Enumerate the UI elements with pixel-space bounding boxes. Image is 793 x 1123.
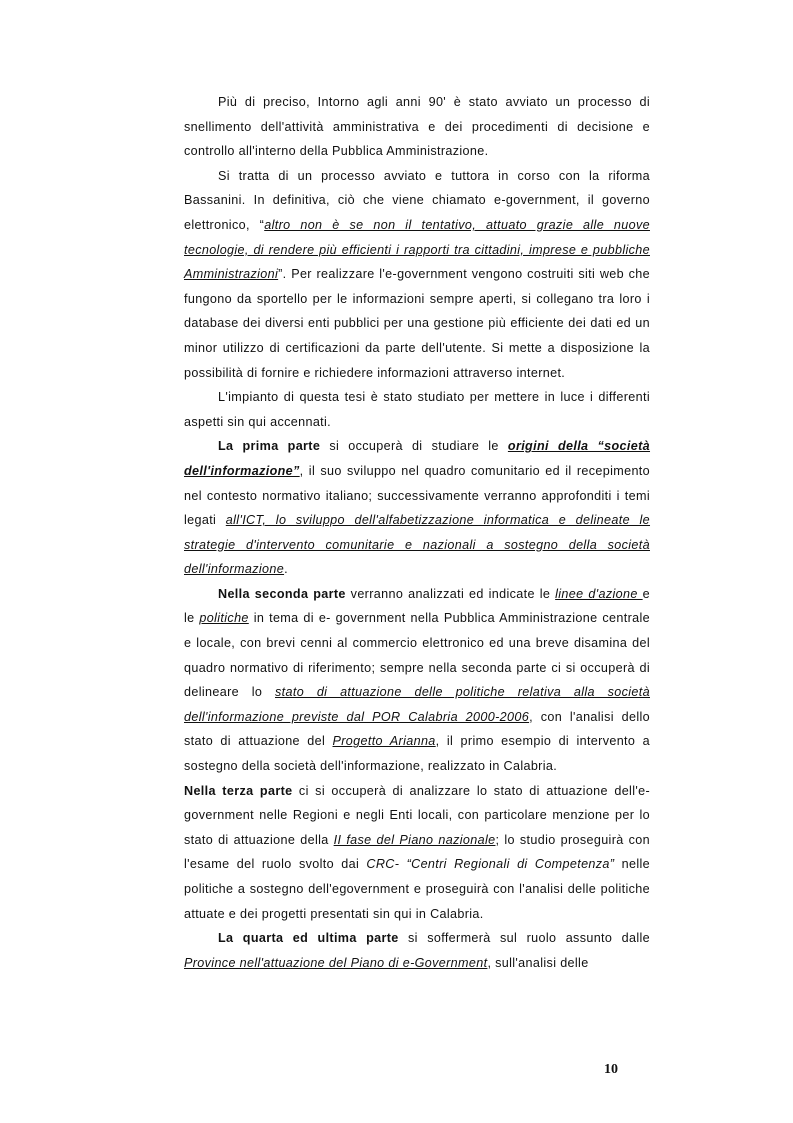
p5-text-2: e le <box>184 586 650 626</box>
paragraph-2 <box>184 164 650 385</box>
paragraph-1: Più di preciso, Intorno agli anni 90' è stato avviato un processo di snellimento dell'attività amministrativa e dei procedimenti di decisione e controllo all'interno della Pubblica Amministrazione. <box>184 95 650 159</box>
p4-underlined-1: origini della “società dell'informazione” <box>184 439 651 478</box>
p5-bold-heading: Nella seconda parte <box>218 586 346 601</box>
p6-bold-heading: Nella terza parte <box>184 783 293 798</box>
p5-text-3: in tema di e- government nella Pubblica Amministrazione centrale e locale, con brevi cenni al commercio elettronico ed una breve disamina del quadro normativo di riferimento; sempre nella seconda parte ci si occuperà di delineare lo <box>184 611 650 700</box>
p6-text-3: nelle politiche a sostegno dell'egovernment e proseguirà con l'analisi delle politiche attuate e dei progetti presentati sin qui in Calabria. <box>184 857 650 921</box>
p6-text-2: ; lo studio proseguirà con l'esame del ruolo svolto dai <box>184 832 650 872</box>
body-text <box>184 90 650 975</box>
p4-bold-heading: La prima parte <box>218 439 321 454</box>
p5-underlined-1: linee d'azione <box>555 586 643 601</box>
p5-text-5: , il primo esempio di intervento a sostegno della società dell'informazione, realizzato in Calabria. <box>184 734 650 774</box>
p5-underlined-3: stato di attuazione delle politiche relativa alla società dell'informazione previste dal POR Calabria 2000-2006 <box>184 685 650 724</box>
p2-text-1: Si tratta di un processo avviato e tuttora in corso con la riforma Bassanini. In definitiva, ciò che viene chiamato e-government, il governo elettronico, “ <box>184 168 650 232</box>
p5-underlined-4: Progetto Arianna <box>332 734 436 749</box>
p5-underlined-2: politiche <box>199 611 249 626</box>
p6-underlined-1: II fase del Piano nazionale <box>333 832 496 847</box>
p4-underlined-2: all'ICT, lo sviluppo dell'alfabetizzazione informatica e delineate le strategie d'intervento comunitarie e nazionali a sostegno della società dell'informazione <box>184 513 651 577</box>
p5-text-1: verranno analizzati ed indicate le <box>345 586 556 601</box>
page-number: 10 <box>604 1062 618 1077</box>
p4-text-1: si occuperà di studiare le <box>320 439 508 454</box>
p2-quote: altro non è se non il tentativo, attuato grazie alle nuove tecnologie, di rendere più efficienti i rapporti tra cittadini, imprese e pubbliche Amministrazioni <box>184 217 650 282</box>
p4-text-3: . <box>284 562 288 577</box>
p6-italic-1: CRC- “Centri Regionali di Competenza” <box>366 857 615 872</box>
paragraph-4 <box>184 434 650 582</box>
p7-text-2: , sull'analisi delle <box>487 955 589 970</box>
p5-text-4: , con l'analisi dello stato di attuazione del <box>184 709 650 749</box>
p2-text-2: ”. Per realizzare l'e-government vengono costruiti siti web che fungono da sportello per le informazioni sempre aperti, si collegano tra loro i database dei diversi enti pubblici per una gestione più efficiente dei dati ed un minor utilizzo di certificazioni da parte dell'utente. Si mette a disposizione la possibilità di fornire e richiedere informazioni attraverso internet. <box>184 267 650 380</box>
paragraph-6 <box>184 779 650 927</box>
p6-text-1: ci si occuperà di analizzare lo stato di attuazione dell'e-government nelle Regioni e negli Enti locali, con particolare menzione per lo stato di attuazione della <box>184 783 650 847</box>
paragraph-7 <box>184 926 650 975</box>
paragraph-5 <box>184 582 650 779</box>
paragraph-3: L'impianto di questa tesi è stato studiato per mettere in luce i differenti aspetti sin qui accennati. <box>184 390 650 429</box>
p7-bold-heading: La quarta ed ultima parte <box>218 931 399 946</box>
p7-text-1: si soffermerà sul ruolo assunto dalle <box>398 931 650 946</box>
p4-text-2: , il suo sviluppo nel quadro comunitario ed il recepimento nel contesto normativo italiano; successivamente verranno approfonditi i temi legati <box>184 463 650 528</box>
p7-underlined-1: Province nell'attuazione del Piano di e-Government <box>184 955 488 970</box>
